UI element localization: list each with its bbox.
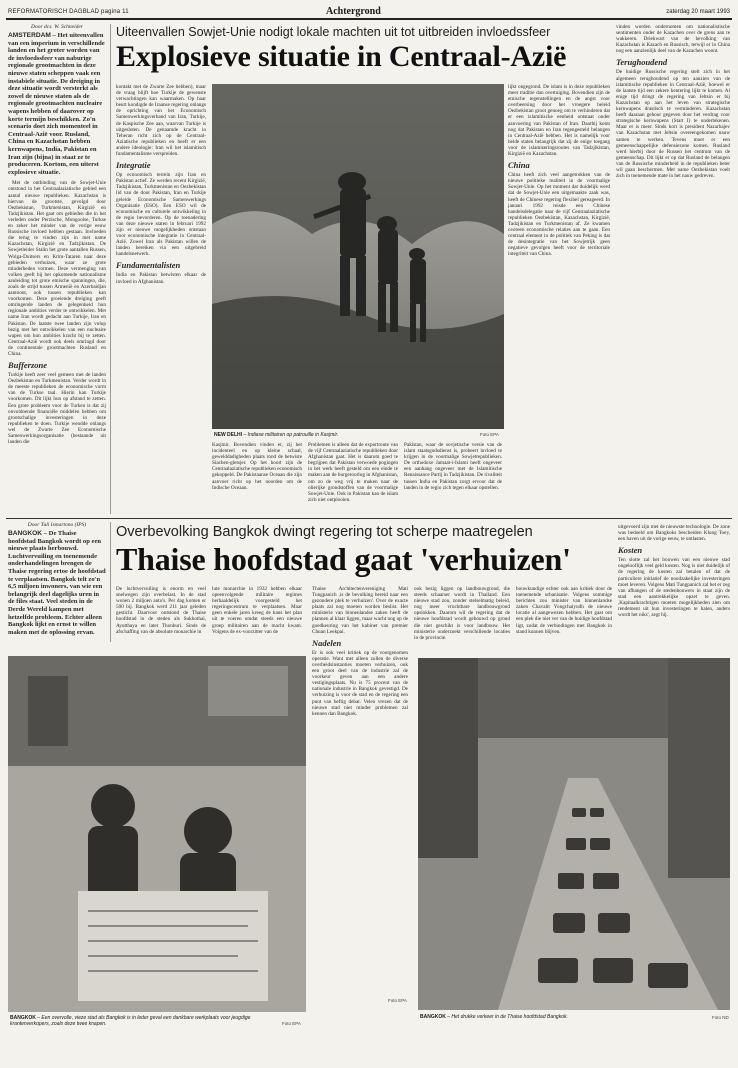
top-article-col1 [8, 24, 106, 514]
traffic-caption-text: – Het drukke verkeer in de Thaise hoofdstad Bangkok. [447, 1014, 568, 1020]
subhead-terughoudend: Terughoudend [616, 57, 668, 68]
bottom-col5-body: ook bezig liggen op landbouwgrond, die steeds schaarser wordt in Thailand. Een nieuwe stad zou, zonder stelselmatig beleid, nog meer vruchtbare landbouwgrond opslokken. Daarom wil de regering dat de nieuwe hoofdstad wordt gebouwd op grond die niet geschikt is voor landbouw. Het ministerie onderzoekt verschillende locaties in de provincie. [414, 586, 510, 641]
bottom-col7-body: uitgevoerd zijn met de nieuwste technologie. De zone was bedoeld om Bangkoks bescheiden Klong Toey, een haven uit de vorige eeuw, te ontlasten. [618, 524, 730, 543]
subhead-integratie: Integratie [116, 160, 151, 171]
newspaper-boys-image [8, 656, 306, 1012]
newspaper-boys-photo-credit: Foto EPA [282, 1021, 301, 1026]
subhead-fundamentalisten: Fundamentalisten [116, 260, 181, 271]
top-article-col7 [616, 24, 730, 514]
soldiers-image [212, 84, 504, 429]
bottom-lead-text: – De Thaise hoofdstad Bangkok wordt op een nieuwe plaats herbouwd. Luchtvervuiling en toenemende onderhandelingen brengen de Thaise regering ertoe de hoofdstad te verplaatsen. Bangkok telt zo'n 6,5 miljoen inwoners, van wie een belangrijk deel dagelijks uren in de files staat. Veel steden in de Derde Wereld kampen met hetzelfde probleem. Echter alleen Bangkok lijkt en ernst te willen maken met de oplossing ervan. [8, 530, 106, 636]
bottom-col4-body: Thaise Architectenvereniging Mati Tungpanich ,is de bevolking bereid naar een gezondere plek te verhuizen'. Over de exacte plaats zal nog moeten worden beslist. Het ministerie van binnenlandse zaken heeft de plannen al klaar liggen, maar wacht nog op de goedkeuring van het kabinet van premier Chuan Leekpai. [312, 586, 408, 635]
bottom-article-col2 [116, 586, 206, 654]
newspaper-boys-caption-city: BANGKOK [10, 1015, 36, 1021]
column-rule [110, 24, 111, 514]
new-delhi-caption-text: – Indiase militairen op patrouille in Kasjmir. [243, 432, 339, 438]
traffic-photo-credit: Foto ND [712, 1015, 729, 1020]
top-col6-body: lijkt ongegrond. De islam is in deze republieken meer traditie dan overtuiging. Bovendien zijn de etnische tegenstellingen en de angst voor overheersing door het vroegere beleid Oezbekistan groot genoeg om te verhinderen dat er een islamitische eenheid ontstaat onder aanvoering van Pakistan of Iran. Daarbij komt nog dat Pakistan en Iran tegengesteld belangen in Centraal-Azië hebben. Het is namelijk voor beide staten belangrijk dat zij de enige toegang voor de islamiseringsroutes van Tadzjikistan, Kirgizië en Kazachstan. [508, 84, 610, 158]
top-article-col5 [404, 442, 502, 514]
top-lead-city: AMSTERDAM [8, 32, 51, 40]
bottom-col4-body2: Er is ook veel kritiek op de voorgenomen operatie. Want met alleen zullen de diverse overheidsinstanties moeten verhuizen, ook een groot deel van de industrie zal de voorkeur geven aan een andere vestigingsplaats. Nu is 75 procent van de nationale industrie in Bangkok gevestigd. De verhuizing is voor de stad en de regering een punt van heftig debat. Velen vrezen dat de nieuwe stad niet minder problemen zal kennen dan Bangkok. [312, 649, 408, 717]
top-col1-body2: Turkije heeft zeer veel gemeen met de landen Oezbekistan en Turkmenistan. Verder wordt in de meeste republieken de economische vorm van de Turkse taal. Hierin kan Turkije voorkomen. Dit lijkt hun op afstand te zetten. Een grote probleem voor de Turken is dat zij onvoldoende financiële middelen hebben om grootschalige investeringen in deze republieken te doen. Turkije wendde onlangs wel de Zwarte Zee Economische Samenwerkingsorganisatie (bestaande uit landen die [8, 372, 106, 446]
bottom-col2-body: De luchtvervuiling is enorm en veel snelwegen zijn overbelast. In de stad wonen 2 miljoen auto's. Per dag komen er 500 bij. Bangkok werd 211 jaar geleden gesticht. Daarvoor ontstond de Thaise hoofdstad in de steden als Sukhothai, Ayutthaya en later Thonburi. Sinds de afschaffing van de absolute monarchie in [116, 586, 206, 635]
top-col7-body2: De huidige Russische regering stelt zich in het algemeen terughoudend op ten aanzien van de islamitische republieken in Centraal-Azië, hoewel er de laatste tijd een zekere kentering lijkt te komen. Al enige tijd dringt de regering van Jeltsin er bij Kazachstan op aan het leven van strategische kernwapens drastisch te verminderen. Kazachstan heeft daaraan gehoor gegeven door het verdrag voor strategische kernwapens (Start I) te ondertekenen. Maar er is meer. Sinds kort is president Nazarbajev van Kazachstan met Jeltsin overeengekomen nauw samen te werken. Tevens moet er een gemeenschappelijke defensiezone komen. Rusland werd hierbij door de Russen het centrum van de gemeenschap. Dit lijkt er op dat Rusland de belangen van de Russische minderheid in de republieken beter wil gaan beschermen. Met name Oezbekistan voelt zich in toenemende mate in het nauw gedreven. [616, 69, 730, 180]
top-byline: Door dcs. W. Schneider [31, 24, 83, 30]
top-col4-body: Problemen is alleen dat de exportroute van de vijf Centraalaziatische republieken door Afghanistan gaat. Het is daarom goed te begrijpen dat Pakistan verwoede pogingen in het werk heeft gesteld om een einde te maken aan de burgeroorlog in Afghanistan, om zo de weg vrij te maken naar de olierijke grondstoffen van de voormalige Sowjet-Unie. Ook in Pakistan kan de islam zich niet ontplooien. [308, 442, 398, 503]
masthead-paper-page: REFORMATORISCH DAGBLAD pagina 11 [8, 9, 129, 15]
newspaper-boys-photo [8, 656, 306, 1012]
bottom-headline: Thaise hoofdstad gaat 'verhuizen' [116, 541, 571, 577]
new-delhi-photo-credit: Foto EPA [480, 432, 499, 437]
traffic-photo-overlay-credit: Foto EPA [388, 998, 407, 1003]
bottom-lead-city: BANGKOK [8, 530, 43, 538]
bottom-article-col7 [618, 524, 730, 664]
subhead-kosten: Kosten [618, 545, 643, 556]
top-col6-body2: China heeft zich veel aangetrokken van de nieuwe politieke realiteit in de voormalige Sowjet-Unie. Op het moment dat duidelijk werd dat de Sowjet-Unie een uitgemaakte zaak was, heeft de Chinese regering flexibel gereageerd. In januari 1992 reisde een Chinese handelsdelegatie naar de vijf Centraalaziatische republieken Oezbekistan, Kazachstan, Kirgizië, Tadzjikistan en Turkmenistan af. Ze kwamen overeen economische relaties aan te gaan. Een centraal element in de politiek van Peking is dat de desintegratie van het Sowjetrijk geen negatieve gevolgen heeft voor de territoriale integriteit van China. [508, 172, 610, 258]
bangkok-traffic-photo [418, 658, 730, 1010]
top-article-col2 [116, 84, 206, 514]
top-lead [8, 32, 106, 176]
bottom-col6-body: bouwkundige echter ook aan kritiek door de toenemende urbanisatie. Volgens sommige berichten zou minister van binnenlandse zaken Chavalit Yongchaiyudh de nieuwe locatie al aangewezen hebben. Het gaat om een plek die niet ver van de huidige hoofdstad ligt, zodat de verbindingen met Bangkok in stand kunnen blijven. [516, 586, 612, 635]
masthead-section: Achtergrond [326, 6, 381, 17]
subhead-china: China [508, 160, 530, 171]
top-article-col3 [212, 442, 302, 514]
newspaper-boys-caption [10, 1015, 280, 1027]
masthead [6, 6, 732, 20]
new-delhi-photo [212, 84, 504, 429]
bottom-article-col6 [516, 586, 612, 654]
bottom-lead [8, 530, 106, 636]
bottom-article-col4 [312, 586, 408, 1056]
column-rule [110, 522, 111, 642]
article-divider [6, 518, 732, 519]
traffic-caption-city: BANGKOK [420, 1014, 446, 1020]
bottom-col3-body: lute monarchie in 1932 hebben elkaar opeenvolgende militaire regimes herhaaldelijk voorgesteld het regeringscentrum te verplaatsen. Maar geen enkele jaren kreeg de kans het plan uit te voeren omdat steeds een nieuwe groep militairen aan de macht kwam. Volgens de ex-voorzitter van de [212, 586, 302, 635]
top-col5-body: Pakistan, waar de sovjetische versie van de islam staatsgodsdienst is, probeert invloed te krijgen in de voormalige Sowjetrepublieken. De orthodoxe Jamaat-i-Islami heeft ongeveer een aanhang ongeveer met de Islamitische Renaissance Partij in Tadzjikistan. De rivaliteit tussen India en Pakistan zorgt ervoor dat de landen in de regio zich tegen elkaar opstellen. [404, 442, 502, 491]
traffic-caption [420, 1014, 680, 1020]
bottom-col7-body2: Ten slotte zal het bouwen van een nieuwe stad ongelooflijk veel geld kosten. Nog is niet duidelijk of de regering de kosten zal betalen of dat de particuliere initiatief de noodzakelijke investeringen moet leveren. Volgens Mati Tungpanich zal het er zeg van afhangen of de stedenbouwers in staat zijn de stad een aantrekkelijke opzet te geven. ,Kapitaalkrachtigen moeten mogelijkheden zien om rendement uit hun investeringen te halen, anders wordt het niks', zegt hij. [618, 557, 730, 619]
top-article-col4 [308, 442, 398, 514]
top-col3-body: Kasjmir. Bovendien vinden er, zij het incidenteel en op kleine schaal, gewelddadigheden plaats rond de betwiste Siachen-gletsjer. Op het hoort zijn de Centraalaziatische republieken economisch gekoppeld. De Pakistaanse Oceaan die zijn aanvoer richt op het noorden om de Indische Oceaan. [212, 442, 302, 491]
top-article-col6 [508, 84, 610, 514]
top-lead-text: – Het uiteenvallen van een imperium in verschillende landen en het groter worden van de invloedssfeer van naburige regionale grootmachten in deze nieuwe staten scheppen vaak een instabiele situatie. De dreiging in deze situatie wordt versterkt als zowel de nieuwe staten als de regionale grootmachten nucleaire wapens hebben of daarover op korte termijn beschikken. Zo'n scenario doet zich momenteel in Centraal-Azië voor. Rusland, China en Kazachstan hebben kernwapens, India, Pakistan en Iran zijn (bijna) in staat ze te produceren. Kortom, een uiterst explosieve situatie. [8, 32, 105, 176]
bottom-byline: Door Tuli Ismartono (IPS) [27, 522, 87, 528]
subhead-bufferzone: Bufferzone [8, 360, 48, 371]
traffic-image [418, 658, 730, 1010]
top-col1-body: Met de ontbinding van de Sowjet-Unie ontstond in het Centraalaziatische gebied een aantal nieuwe republieken. Kazachstan is hiervan de grootste, gevolgd door Oezbekistan, Turkmenistan, Kirgizië en Tadzjikistan. Het gaat om gebieden die in het verleden onder Perzische, Mongoolse, Turkse en zeker het minder van de vorige eeuw Russische invloed hebben gestaan. Invloeden die terug te vinden zijn in met name Kazachstan, Kirgizië en Tadzjikistan. De Sowjetleider Stalin het grote aantallen Russen, Wolga-Duitsers en Krim-Tataren naar deze gebieden verhuizen, waar ze grote minderheden vormen. Deze vermenging van volken geeft bij het opkomende nationalisme aanleiding tot grote etnische spanningen, die, zoals de strijd tussen Armenië en Azerbaidjan aantoont, ook tussen republieken kan voorkomen. Deze groeiende dreiging geeft omringende landen de gelegenheid hun regionale ambities verder te ontwikkelen. Met name Iran wordt gedacht aan Turkije, Iran en Pakistan. De laatste twee landen zijn volop bezig met het ontwikkelen van een nucleaire wapen om hun ambities kracht bij te zetten. Centraal-Azië wordt ook deels omringd door de continentale grootmachten Rusland en China. [8, 180, 106, 357]
bottom-article-col3 [212, 586, 302, 654]
top-col2-body3: India en Pakistan betwisten elkaar de invloed in Afghanistan. [116, 272, 206, 285]
newspaper-boys-caption-text: – Een overvolle, vieze stad als Bangkok is in leder geval een dankbare werkplaats voor jeugdige krantenverkopers, zoals deze twee knapen. [10, 1015, 251, 1027]
masthead-date: zaterdag 20 maart 1993 [666, 9, 730, 15]
top-headline: Explosieve situatie in Centraal-Azië [116, 40, 567, 73]
new-delhi-caption [214, 432, 484, 438]
bottom-article-col1 [8, 522, 106, 642]
new-delhi-caption-city: NEW DELHI [214, 432, 243, 438]
bottom-kicker: Overbevolking Bangkok dwingt regering tot scherpe maatregelen [116, 524, 533, 540]
top-col7-body: vinden worden ondernomen om nationalistische sentimenten onder de Kazachen over de grens aan te wakkeren. Driekwart van de bevolking van Kazachstan is Kazach en Russisch, terwijl er in China nog een aanzienlijk deel van de Kazachen woont. [616, 24, 730, 55]
top-kicker: Uiteenvallen Sowjet-Unie nodigt lokale machten uit tot uitbreiden invloedssfeer [116, 25, 551, 39]
bottom-article-col5 [414, 586, 510, 654]
top-col2-body: kontakt met de Zwarte Zee hebben), maar de vraag blijft hoe Turkije de gewenste verwachtingen kan waarmaken. Op haar beurt kondigde de Iraanse regering onlangs de oprichting van het Economisch Samenwerkingsverband van Iran, Turkije, de Kaspische Zee aan, waarvan Turkije is uitgesloten. De genaamde kracht in Teheran richt zich op de Centraal-Aziatische republieken en heeft er een andere ideologie: Iran wil het islamitisch fundamentalisme verspreiden. [116, 84, 206, 158]
top-col2-body2: Op economisch terrein zijn Iran en Pakistan actief. Ze werden recent Kirgizië, Tadzjikistan, Turkmenistan en Oezbekistan lid van de door Pakistan, Iran en Turkije geleide Economische Samenwerkings Organisatie (ESO). Een ESO wil de economische en culturele ontwikkeling in de regio bevorderen. Op de toenadering van deze nieuwe staten in februari 1992 zijn er nieuwe mogelijkheden ontstaan voor economische integratie in Centraal-Azië. Zowel Iran als Pakistan willen de landen bereiken via een uitgebreid handelsnetwerk. [116, 172, 206, 258]
subhead-nadelen: Nadelen [312, 637, 342, 648]
